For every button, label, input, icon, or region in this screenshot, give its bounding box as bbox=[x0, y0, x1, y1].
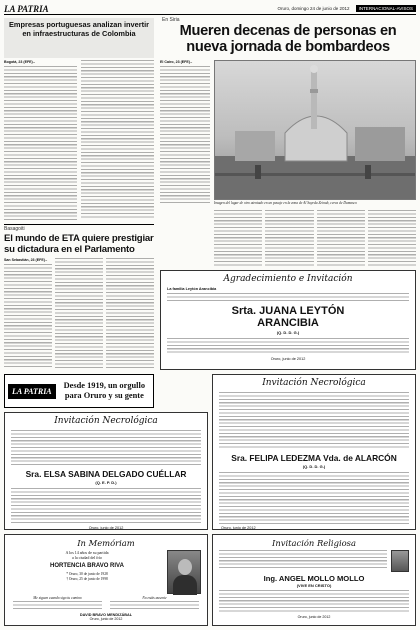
notice-mollo-footer: Oruro, junio de 2012 bbox=[297, 615, 331, 619]
notice-alarcon-text2 bbox=[219, 472, 409, 524]
eta-dateline: San Sebastián, 23 (EFE).- bbox=[4, 258, 48, 262]
syria-text-col3 bbox=[265, 210, 313, 266]
notice-mollo bbox=[212, 534, 416, 626]
syria-text-col5 bbox=[368, 210, 416, 266]
notice-arancibia-family: La familia Leytón Arancibia bbox=[167, 287, 217, 291]
notice-alarcon-title: Invitación Necrológica bbox=[262, 378, 366, 388]
memoriam-verse-right-text bbox=[110, 601, 199, 611]
notice-arancibia bbox=[160, 270, 416, 370]
memoriam-died: † Oruro, 25 de junio de 1998 bbox=[66, 577, 108, 581]
eta-text-col3 bbox=[106, 258, 154, 368]
syria-col1 bbox=[160, 60, 210, 204]
syria-text-col2 bbox=[214, 210, 262, 266]
notice-mollo-title: Invitación Religiosa bbox=[272, 538, 356, 548]
memoriam-signature: DAVID BRAVO MENDIZÁBAL bbox=[79, 613, 133, 617]
eta-kicker: Basagoiti bbox=[4, 226, 25, 232]
notice-arancibia-footer: Oruro, junio de 2012 bbox=[270, 357, 306, 361]
memoriam-place: Oruro, junio de 2012 bbox=[89, 617, 123, 621]
memoriam-portrait bbox=[167, 550, 201, 594]
divider bbox=[4, 224, 154, 225]
notice-arancibia-name: Srta. JUANA LEYTÓN ARANCIBIA bbox=[231, 305, 345, 329]
syria-kicker: En Siria bbox=[162, 17, 180, 23]
patria-ad-logo: LA PATRIA bbox=[8, 384, 56, 399]
portugal-body bbox=[4, 60, 154, 220]
memoriam-verse-left: Me siguen cuando sigo tu camino bbox=[33, 596, 82, 600]
syria-dateline: El Cairo, 23 (EFE).- bbox=[160, 60, 193, 64]
memoriam-name: HORTENCIA BRAVO RIVA bbox=[50, 563, 124, 569]
notice-delgado-qepd: (Q. E. P. D.) bbox=[95, 480, 117, 485]
memoriam-verse-left-text bbox=[13, 601, 102, 611]
memoriam-intro2: a la ciudad del frío bbox=[72, 555, 102, 560]
portugal-dateline: Bogotá, 23 (EFE).- bbox=[4, 60, 35, 64]
memoriam-intro1: A los 14 años de su partida bbox=[65, 550, 109, 555]
notice-mollo-subtitle: (VIVE EN CRISTO) bbox=[296, 583, 332, 588]
eta-text-col1 bbox=[4, 264, 52, 368]
notice-delgado-title: Invitación Necrológica bbox=[54, 416, 158, 426]
eta-body bbox=[4, 258, 154, 368]
notice-delgado-text bbox=[11, 430, 201, 466]
portugal-headline: Empresas portuguesas analizan invertir en infraestructuras de Colombia bbox=[8, 20, 150, 38]
notice-arancibia-title: Agradecimiento e Invitación bbox=[223, 274, 353, 284]
notice-delgado-name: Sra. ELSA SABINA DELGADO CUÉLLAR bbox=[25, 469, 187, 479]
notice-mollo-text2 bbox=[219, 590, 409, 614]
notice-alarcon-footer: Oruro, junio de 2012 bbox=[221, 526, 256, 530]
syria-photo-caption: Imagen del lugar de otro atentado en un pasaje en la zona de Al Sayeda Zeinab, cerca de Damasco bbox=[214, 201, 357, 205]
notice-delgado-text2 bbox=[11, 488, 201, 524]
memoriam-born: * Oruro, 30 de junio de 1928 bbox=[66, 572, 108, 576]
header-date: Oruro, domingo 24 de junio de 2012 bbox=[277, 6, 350, 11]
page-header bbox=[4, 3, 416, 15]
syria-body bbox=[214, 210, 416, 266]
memoriam-notice bbox=[4, 534, 208, 626]
syria-text-col4 bbox=[317, 210, 365, 266]
notice-arancibia-qepd: (Q. D. D. G.) bbox=[276, 330, 300, 335]
eta-text-col2 bbox=[55, 258, 103, 368]
eta-headline: El mundo de ETA quiere prestigiar su dictadura en el Parlamento bbox=[4, 233, 154, 255]
syria-headline: Mueren decenas de personas en nueva jornada de bombardeos bbox=[179, 23, 397, 55]
notice-alarcon-name: Sra. FELIPA LEDEZMA Vda. de ALARCÓN bbox=[231, 453, 397, 463]
memoriam-title: In Memóriam bbox=[77, 538, 135, 548]
portugal-text-col1 bbox=[4, 66, 77, 220]
notice-alarcon-qepd: (Q. D. D. G.) bbox=[302, 464, 326, 469]
patria-ad-line2: para Oruro y su gente bbox=[64, 391, 144, 400]
portugal-text-col2 bbox=[81, 60, 154, 220]
patria-ad-slogan bbox=[56, 381, 153, 400]
notice-arancibia-text2 bbox=[167, 338, 409, 354]
memoriam-verse-right: No estás ausente bbox=[142, 596, 167, 600]
patria-ad bbox=[4, 374, 154, 408]
notice-delgado bbox=[4, 412, 208, 530]
newspaper-logo: LA PATRIA bbox=[4, 3, 49, 14]
syria-text-col1 bbox=[160, 66, 210, 204]
section-label: INTERNACIONAL-AVISOS bbox=[356, 5, 416, 12]
notice-alarcon-text bbox=[219, 392, 409, 450]
notice-mollo-portrait bbox=[391, 550, 409, 572]
notice-arancibia-text bbox=[167, 293, 409, 303]
patria-ad-line1: Desde 1919, un orgullo bbox=[63, 381, 146, 391]
notice-delgado-footer: Oruro, junio de 2012 bbox=[88, 526, 124, 530]
mosque-photo-illustration bbox=[215, 61, 416, 200]
notice-mollo-name: Ing. ANGEL MOLLO MOLLO bbox=[263, 574, 365, 583]
syria-photo bbox=[214, 60, 416, 200]
notice-alarcon bbox=[212, 374, 416, 530]
notice-mollo-text bbox=[219, 550, 387, 570]
portugal-headline-box bbox=[4, 18, 154, 58]
